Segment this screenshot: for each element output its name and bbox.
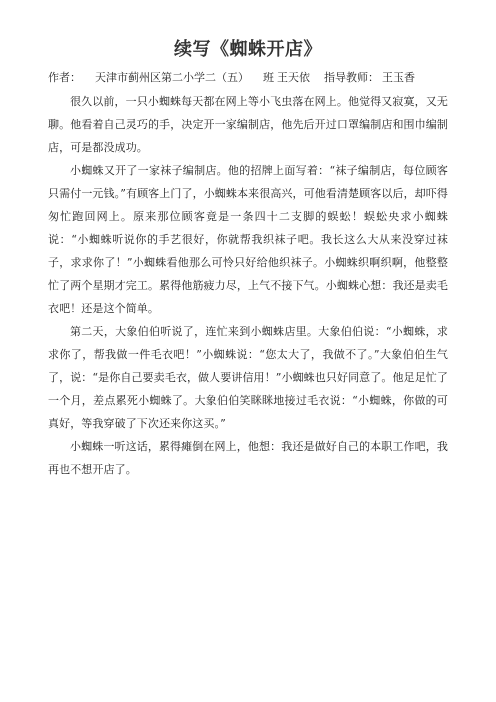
document-title: 续写《蜘蛛开店》 xyxy=(174,39,322,60)
byline xyxy=(48,68,448,88)
author-label: 作者： xyxy=(48,71,81,84)
paragraph: 小蜘蛛又开了一家袜子编制店。他的招牌上面写着：“袜子编制店，每位顾客只需付一元钱。”有顾客上门了，小蜘蛛本来很高兴，可他看清楚顾客以后，却吓得匆忙跑回网上。原来那位顾客竟是一条四十二支脚的蜈蚣！蜈蚣央求小蜘蛛说：“小蜘蛛听说你的手艺很好，你就帮我织袜子吧。我长这么大从来没穿过袜子，求求你了！”小蜘蛛看他那么可怜只好给他织袜子。小蜘蛛织啊织啊，他整整忙了两个星期才完工。累得他筋疲力尽，上气不接下气。小蜘蛛心想：我还是卖毛衣吧！还是这个简单。 xyxy=(48,164,448,315)
teacher-name: 王玉香 xyxy=(382,71,415,84)
class-label: 班 xyxy=(263,71,274,84)
teacher-label: 指导教师： xyxy=(324,71,379,84)
paragraph: 小蜘蛛一听这话，累得瘫倒在网上，他想：我还是做好自己的本职工作吧，我再也不想开店了。 xyxy=(48,440,448,476)
document-page xyxy=(48,38,448,481)
school-name: 天津市蓟州区第二小学二（五） xyxy=(95,71,249,84)
author-name: 王天依 xyxy=(277,71,310,84)
paragraph: 第二天，大象伯伯听说了，连忙来到小蜘蛛店里。大象伯伯说：“小蜘蛛，求求你了，帮我做一件毛衣吧！”小蜘蛛说：“您太大了，我做不了。”大象伯伯生气了，说：“是你自己要卖毛衣，做人要讲信用！”小蜘蛛也只好同意了。他足足忙了一个月，差点累死小蜘蛛了。大象伯伯笑眯眯地接过毛衣说：“小蜘蛛，你做的可真好，等我穿破了下次还来你这买。” xyxy=(48,325,448,430)
paragraph: 很久以前，一只小蜘蛛每天都在网上等小飞虫落在网上。他觉得又寂寞，又无聊。他看着自己灵巧的手，决定开一家编制店，他先后开过口罩编制店和围巾编制店，可是都没成功。 xyxy=(48,95,448,154)
